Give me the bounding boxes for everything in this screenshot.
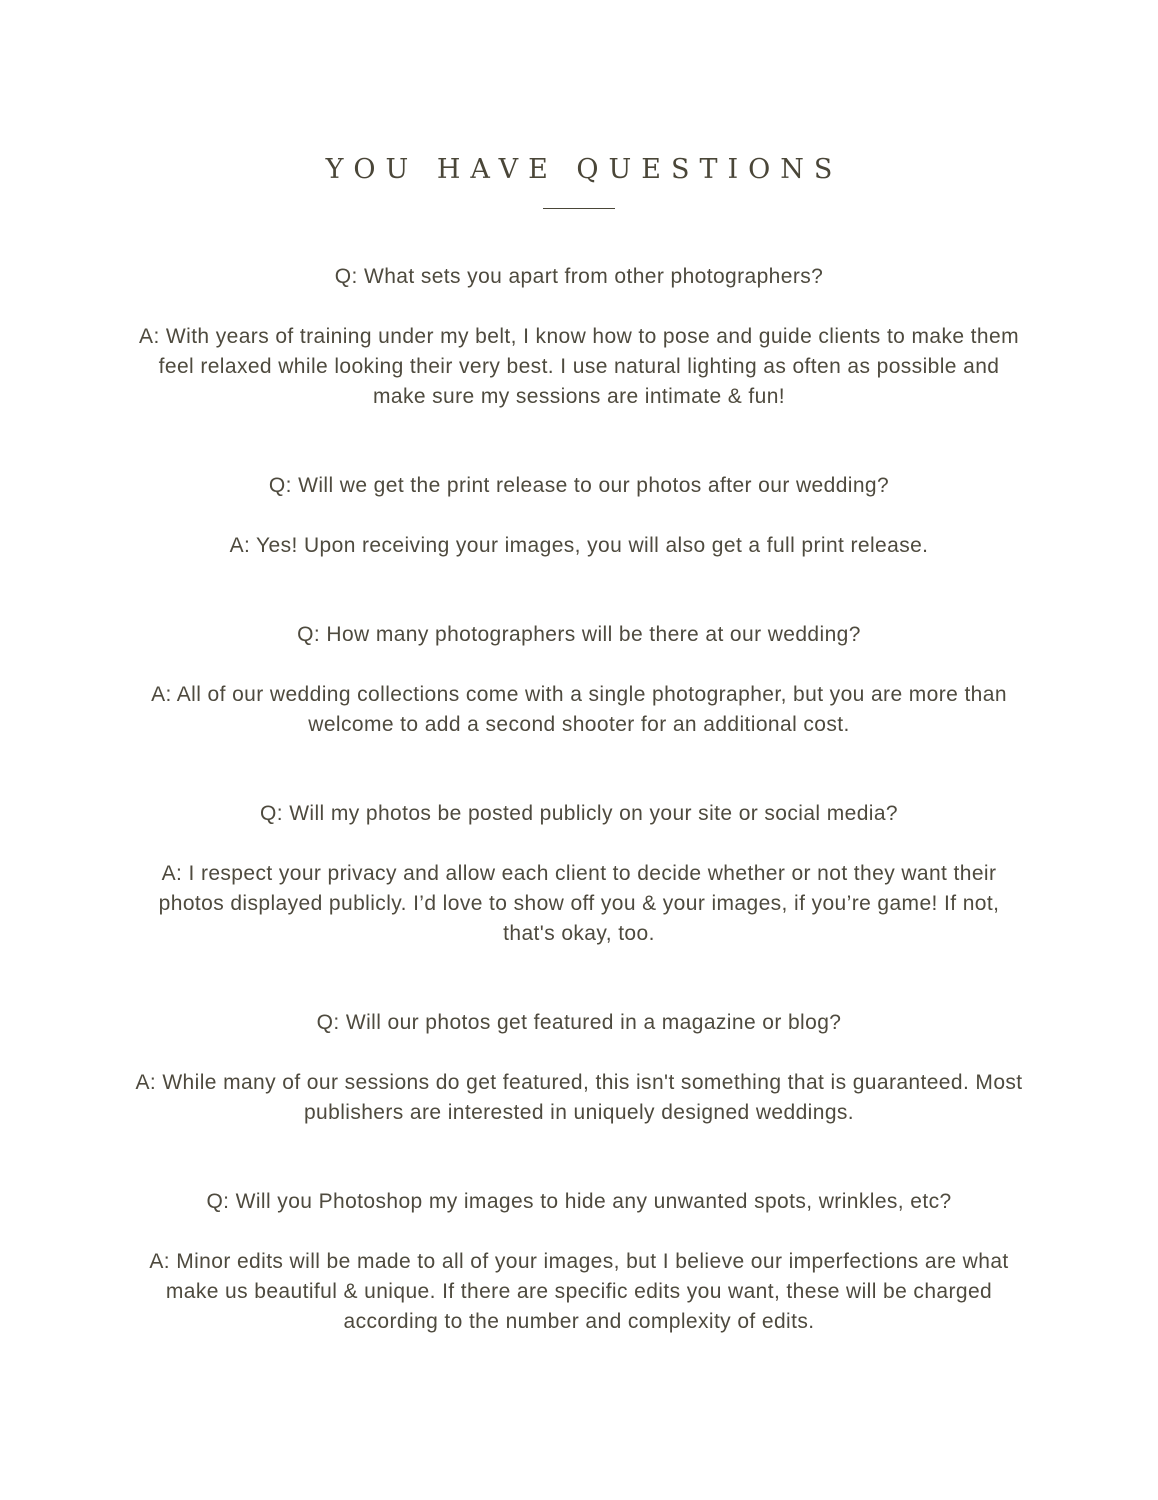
faq-question-4: Q: Will my photos be posted publicly on your site or social media?	[259, 802, 898, 825]
faq-answer-2: A: Yes! Upon receiving your images, you will also get a full print release.	[229, 534, 929, 557]
page-title: YOU HAVE QUESTIONS	[325, 154, 843, 185]
faq-answer-4: A: I respect your privacy and allow each client to decide whether or not they want their photos displayed publicly. I’d love to show off you & your images, if you’re game! If not, that's okay, too.	[158, 862, 1000, 945]
faq-question-2: Q: Will we get the print release to our photos after our wedding?	[268, 474, 890, 497]
faq-question-5: Q: Will our photos get featured in a magazine or blog?	[316, 1011, 842, 1034]
faq-question-3: Q: How many photographers will be there at our wedding?	[297, 623, 861, 646]
faq-answer-3: A: All of our wedding collections come with a single photographer, but you are more than welcome to add a second shooter for an additional cost.	[151, 683, 1007, 736]
faq-answer-5: A: While many of our sessions do get featured, this isn't something that is guaranteed. Most publishers are interested in uniquely designed weddings.	[135, 1071, 1023, 1124]
faq-answer-1: A: With years of training under my belt, I know how to pose and guide clients to make them feel relaxed while looking their very best. I use natural lighting as often as possible and make sure my sessions are intimate & fun!	[139, 325, 1019, 408]
faq-question-6: Q: Will you Photoshop my images to hide any unwanted spots, wrinkles, etc?	[206, 1190, 952, 1213]
faq-answer-6: A: Minor edits will be made to all of your images, but I believe our imperfections are what make us beautiful & unique. If there are specific edits you want, these will be charged according to the number and complexity of edits.	[149, 1250, 1009, 1333]
title-underline	[543, 208, 615, 209]
faq-question-1: Q: What sets you apart from other photographers?	[334, 265, 824, 288]
